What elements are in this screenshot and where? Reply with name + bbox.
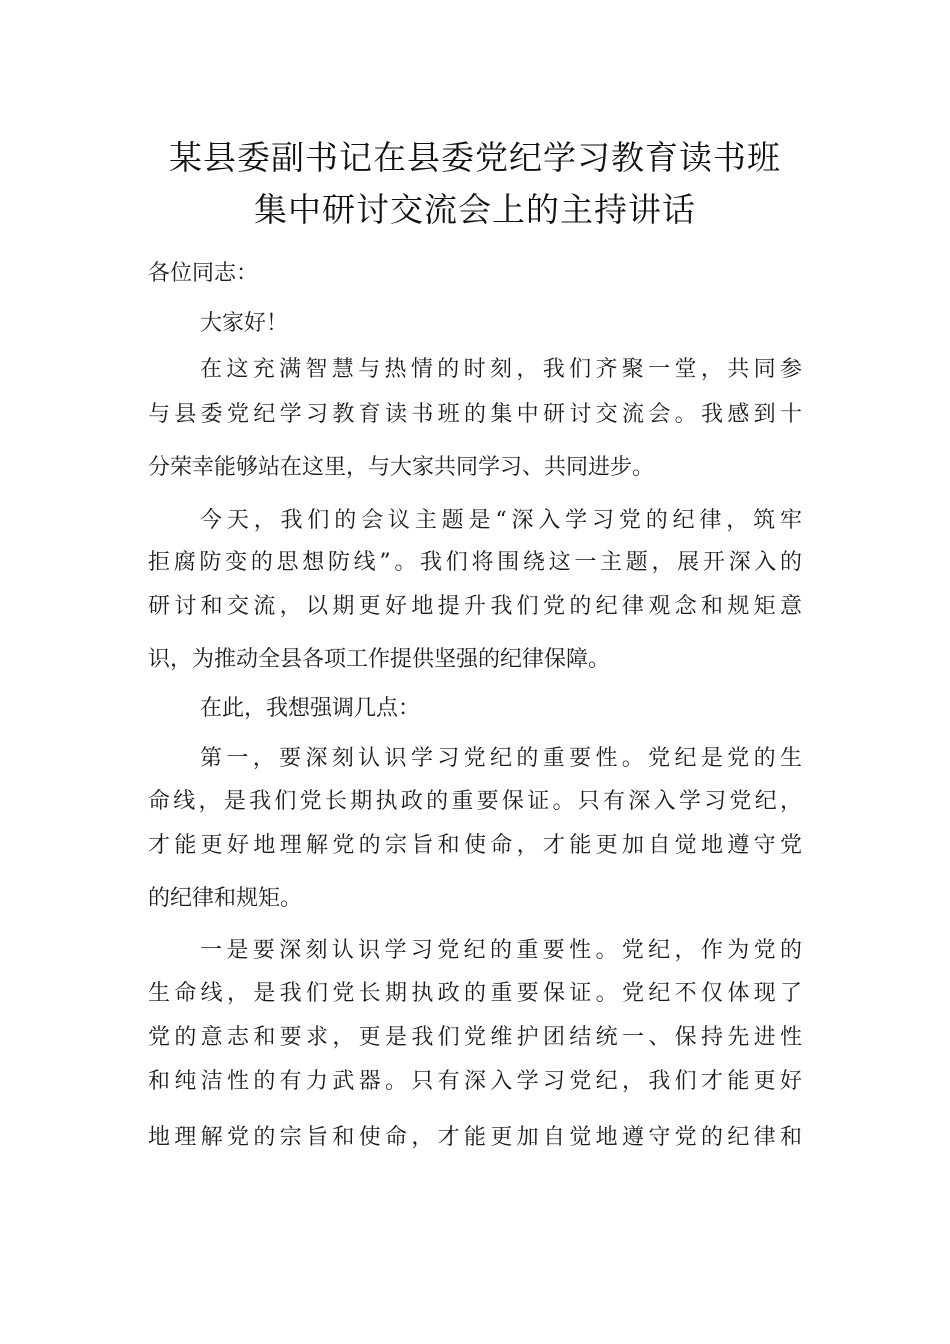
- body-line: 与县委党纪学习教育读书班的集中研讨交流会。我感到十: [148, 402, 802, 427]
- body-line: 地理解党的宗旨和使命，才能更加自觉地遵守党的纪律和: [148, 1125, 802, 1150]
- body-line: 才能更好地理解党的宗旨和使命，才能更加自觉地遵守党: [148, 833, 802, 858]
- document-title-line-2: 集中研讨交流会上的主持讲话: [254, 190, 696, 229]
- body-line: 一是要深刻认识学习党纪的重要性。党纪，作为党的: [200, 938, 802, 963]
- body-line: 第一，要深刻认识学习党纪的重要性。党纪是党的生: [200, 746, 802, 771]
- body-line: 今天，我们的会议主题是“深入学习党的纪律，筑牢: [200, 508, 802, 533]
- body-line: 分荣幸能够站在这里，与大家共同学习、共同进步。: [148, 455, 655, 480]
- greeting: 大家好！: [200, 311, 289, 336]
- body-line: 研讨和交流，以期更好地提升我们党的纪律观念和规矩意: [148, 594, 802, 619]
- body-line: 命线，是我们党长期执政的重要保证。只有深入学习党纪，: [148, 789, 802, 814]
- body-line: 的纪律和规矩。: [148, 886, 303, 911]
- body-line: 识，为推动全县各项工作提供坚强的纪律保障。: [148, 647, 611, 672]
- body-line: 拒腐防变的思想防线”。我们将围绕这一主题，展开深入的: [148, 550, 802, 575]
- document-title-line-1: 某县委副书记在县委党纪学习教育读书班: [169, 138, 781, 177]
- body-line: 在此，我想强调几点：: [200, 696, 421, 721]
- body-line: 党的意志和要求，更是我们党维护团结统一、保持先进性: [148, 1025, 802, 1050]
- salutation: 各位同志：: [148, 261, 259, 286]
- body-line: 在这充满智慧与热情的时刻，我们齐聚一堂，共同参: [200, 357, 802, 382]
- body-line: 和纯洁性的有力武器。只有深入学习党纪，我们才能更好: [148, 1069, 802, 1094]
- body-line: 生命线，是我们党长期执政的重要保证。党纪不仅体现了: [148, 981, 802, 1006]
